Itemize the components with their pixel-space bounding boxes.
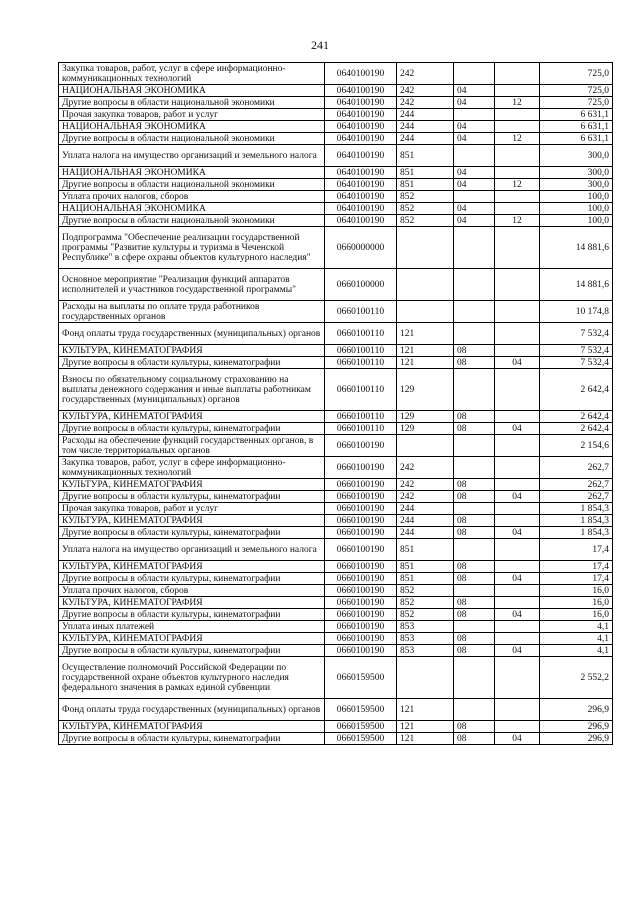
row-vr-cell: 852 xyxy=(397,609,454,621)
row-name-cell: Закупка товаров, работ, услуг в сфере информационно-коммуникационных технологий xyxy=(59,457,325,479)
row-rz-cell xyxy=(454,457,495,479)
table-row xyxy=(59,527,613,539)
row-vr-cell xyxy=(397,269,454,301)
row-sum-cell: 17,4 xyxy=(540,561,613,573)
row-csr-cell: 0660100190 xyxy=(325,479,397,491)
row-sum-cell: 725,0 xyxy=(540,97,613,109)
row-pr-cell: 12 xyxy=(495,179,540,191)
row-vr-cell xyxy=(397,301,454,323)
table-row xyxy=(59,491,613,503)
row-csr-cell: 0660100190 xyxy=(325,503,397,515)
table-row xyxy=(59,609,613,621)
row-csr-cell: 0640100190 xyxy=(325,191,397,203)
row-csr-cell: 0660000000 xyxy=(325,227,397,269)
row-name-cell: Другие вопросы в области культуры, кинематографии xyxy=(59,645,325,657)
row-sum-cell: 100,0 xyxy=(540,203,613,215)
row-vr-cell: 852 xyxy=(397,585,454,597)
table-row xyxy=(59,585,613,597)
row-rz-cell xyxy=(454,109,495,121)
row-name-cell: Уплата прочих налогов, сборов xyxy=(59,191,325,203)
row-pr-cell xyxy=(495,109,540,121)
row-sum-cell: 17,4 xyxy=(540,573,613,585)
table-row xyxy=(59,357,613,369)
row-vr-cell: 242 xyxy=(397,85,454,97)
row-pr-cell xyxy=(495,621,540,633)
row-rz-cell xyxy=(454,191,495,203)
row-rz-cell xyxy=(454,699,495,721)
row-name-cell: КУЛЬТУРА, КИНЕМАТОГРАФИЯ xyxy=(59,515,325,527)
row-vr-cell: 242 xyxy=(397,491,454,503)
row-sum-cell: 7 532,4 xyxy=(540,357,613,369)
table-row xyxy=(59,645,613,657)
table-row xyxy=(59,97,613,109)
row-pr-cell xyxy=(495,85,540,97)
row-pr-cell xyxy=(495,539,540,561)
row-rz-cell: 08 xyxy=(454,357,495,369)
row-sum-cell: 100,0 xyxy=(540,191,613,203)
row-rz-cell xyxy=(454,323,495,345)
row-csr-cell: 0660100110 xyxy=(325,323,397,345)
row-pr-cell xyxy=(495,63,540,85)
table-row xyxy=(59,633,613,645)
row-sum-cell: 2 642,4 xyxy=(540,369,613,411)
row-pr-cell xyxy=(495,269,540,301)
row-pr-cell xyxy=(495,515,540,527)
row-rz-cell: 08 xyxy=(454,721,495,733)
table-row xyxy=(59,699,613,721)
table-row xyxy=(59,733,613,745)
row-name-cell: НАЦИОНАЛЬНАЯ ЭКОНОМИКА xyxy=(59,167,325,179)
table-row xyxy=(59,227,613,269)
row-pr-cell: 12 xyxy=(495,133,540,145)
table-row xyxy=(59,85,613,97)
row-csr-cell: 0640100190 xyxy=(325,63,397,85)
row-name-cell: Уплата налога на имущество организаций и земельного налога xyxy=(59,145,325,167)
row-vr-cell: 242 xyxy=(397,63,454,85)
row-rz-cell: 04 xyxy=(454,85,495,97)
row-csr-cell: 0660100190 xyxy=(325,527,397,539)
row-pr-cell: 12 xyxy=(495,97,540,109)
row-rz-cell: 08 xyxy=(454,573,495,585)
row-pr-cell xyxy=(495,345,540,357)
row-pr-cell: 04 xyxy=(495,573,540,585)
row-name-cell: КУЛЬТУРА, КИНЕМАТОГРАФИЯ xyxy=(59,479,325,491)
row-vr-cell: 121 xyxy=(397,733,454,745)
row-name-cell: Расходы на обеспечение функций государственных органов, в том числе территориальных органов xyxy=(59,435,325,457)
table-row xyxy=(59,515,613,527)
budget-table xyxy=(58,62,613,745)
row-sum-cell: 1 854,3 xyxy=(540,515,613,527)
row-pr-cell xyxy=(495,191,540,203)
row-sum-cell: 300,0 xyxy=(540,145,613,167)
row-vr-cell: 853 xyxy=(397,645,454,657)
row-name-cell: Другие вопросы в области национальной экономики xyxy=(59,97,325,109)
row-vr-cell: 121 xyxy=(397,323,454,345)
row-vr-cell: 121 xyxy=(397,699,454,721)
row-pr-cell xyxy=(495,657,540,699)
row-sum-cell: 7 532,4 xyxy=(540,345,613,357)
row-name-cell: Расходы на выплаты по оплате труда работников государственных органов xyxy=(59,301,325,323)
row-name-cell: НАЦИОНАЛЬНАЯ ЭКОНОМИКА xyxy=(59,121,325,133)
row-pr-cell xyxy=(495,457,540,479)
row-vr-cell: 851 xyxy=(397,145,454,167)
row-vr-cell: 244 xyxy=(397,121,454,133)
row-csr-cell: 0640100190 xyxy=(325,97,397,109)
row-vr-cell xyxy=(397,657,454,699)
row-rz-cell xyxy=(454,145,495,167)
table-row xyxy=(59,573,613,585)
row-name-cell: Фонд оплаты труда государственных (муниципальных) органов xyxy=(59,323,325,345)
row-vr-cell: 851 xyxy=(397,573,454,585)
row-vr-cell: 242 xyxy=(397,97,454,109)
row-rz-cell xyxy=(454,435,495,457)
row-csr-cell: 0660100190 xyxy=(325,633,397,645)
table-row xyxy=(59,411,613,423)
row-csr-cell: 0660159500 xyxy=(325,657,397,699)
row-csr-cell: 0660100110 xyxy=(325,357,397,369)
row-name-cell: Другие вопросы в области национальной экономики xyxy=(59,179,325,191)
table-row xyxy=(59,423,613,435)
table-row xyxy=(59,121,613,133)
row-vr-cell xyxy=(397,227,454,269)
row-sum-cell: 7 532,4 xyxy=(540,323,613,345)
row-csr-cell: 0660159500 xyxy=(325,721,397,733)
row-rz-cell xyxy=(454,503,495,515)
row-name-cell: Основное мероприятие "Реализация функций аппаратов исполнителей и участников государственной программы" xyxy=(59,269,325,301)
row-sum-cell: 14 881,6 xyxy=(540,269,613,301)
row-name-cell: Уплата прочих налогов, сборов xyxy=(59,585,325,597)
row-csr-cell: 0660100190 xyxy=(325,457,397,479)
row-sum-cell: 16,0 xyxy=(540,609,613,621)
table-row xyxy=(59,345,613,357)
table-row xyxy=(59,215,613,227)
row-sum-cell: 16,0 xyxy=(540,585,613,597)
table-row xyxy=(59,167,613,179)
row-rz-cell: 08 xyxy=(454,491,495,503)
row-name-cell: Другие вопросы в области культуры, кинематографии xyxy=(59,527,325,539)
row-rz-cell: 08 xyxy=(454,411,495,423)
row-rz-cell: 08 xyxy=(454,345,495,357)
row-sum-cell: 17,4 xyxy=(540,539,613,561)
row-rz-cell: 08 xyxy=(454,609,495,621)
row-rz-cell: 08 xyxy=(454,527,495,539)
row-pr-cell xyxy=(495,435,540,457)
row-pr-cell xyxy=(495,479,540,491)
table-row xyxy=(59,479,613,491)
row-csr-cell: 0660100190 xyxy=(325,597,397,609)
row-rz-cell xyxy=(454,657,495,699)
table-row xyxy=(59,503,613,515)
row-pr-cell xyxy=(495,121,540,133)
row-rz-cell: 04 xyxy=(454,215,495,227)
row-name-cell: Другие вопросы в области национальной экономики xyxy=(59,133,325,145)
row-csr-cell: 0660100190 xyxy=(325,585,397,597)
row-name-cell: Взносы по обязательному социальному страхованию на выплаты денежного содержания и иные выплаты работникам государственных (муниципальных) органов xyxy=(59,369,325,411)
row-vr-cell: 851 xyxy=(397,539,454,561)
row-csr-cell: 0660100190 xyxy=(325,609,397,621)
row-name-cell: Другие вопросы в области культуры, кинематографии xyxy=(59,733,325,745)
row-csr-cell: 0660100190 xyxy=(325,645,397,657)
row-pr-cell xyxy=(495,369,540,411)
row-name-cell: Другие вопросы в области культуры, кинематографии xyxy=(59,423,325,435)
row-pr-cell xyxy=(495,227,540,269)
row-pr-cell xyxy=(495,721,540,733)
row-pr-cell xyxy=(495,561,540,573)
table-row xyxy=(59,63,613,85)
row-sum-cell: 2 552,2 xyxy=(540,657,613,699)
row-vr-cell: 851 xyxy=(397,561,454,573)
row-pr-cell xyxy=(495,145,540,167)
row-sum-cell: 1 854,3 xyxy=(540,527,613,539)
row-pr-cell: 04 xyxy=(495,423,540,435)
row-name-cell: Другие вопросы в области культуры, кинематографии xyxy=(59,573,325,585)
table-body xyxy=(59,63,613,745)
row-sum-cell: 300,0 xyxy=(540,179,613,191)
row-rz-cell xyxy=(454,621,495,633)
row-csr-cell: 0640100190 xyxy=(325,203,397,215)
row-name-cell: Фонд оплаты труда государственных (муниципальных) органов xyxy=(59,699,325,721)
row-rz-cell: 04 xyxy=(454,167,495,179)
row-csr-cell: 0660100190 xyxy=(325,515,397,527)
row-csr-cell: 0660100110 xyxy=(325,345,397,357)
row-csr-cell: 0660100190 xyxy=(325,491,397,503)
row-pr-cell xyxy=(495,585,540,597)
row-sum-cell: 725,0 xyxy=(540,63,613,85)
row-vr-cell: 244 xyxy=(397,527,454,539)
table-row xyxy=(59,721,613,733)
table-row xyxy=(59,621,613,633)
row-sum-cell: 6 631,1 xyxy=(540,109,613,121)
row-rz-cell: 08 xyxy=(454,633,495,645)
row-name-cell: КУЛЬТУРА, КИНЕМАТОГРАФИЯ xyxy=(59,345,325,357)
row-name-cell: КУЛЬТУРА, КИНЕМАТОГРАФИЯ xyxy=(59,561,325,573)
row-vr-cell: 129 xyxy=(397,423,454,435)
row-name-cell: КУЛЬТУРА, КИНЕМАТОГРАФИЯ xyxy=(59,633,325,645)
row-rz-cell: 08 xyxy=(454,561,495,573)
row-vr-cell: 242 xyxy=(397,457,454,479)
row-pr-cell: 04 xyxy=(495,609,540,621)
row-pr-cell xyxy=(495,167,540,179)
row-rz-cell: 08 xyxy=(454,597,495,609)
row-pr-cell xyxy=(495,323,540,345)
row-vr-cell xyxy=(397,435,454,457)
row-vr-cell: 129 xyxy=(397,411,454,423)
row-vr-cell: 852 xyxy=(397,191,454,203)
row-rz-cell xyxy=(454,539,495,561)
row-pr-cell: 12 xyxy=(495,215,540,227)
row-rz-cell: 08 xyxy=(454,515,495,527)
row-sum-cell: 4,1 xyxy=(540,645,613,657)
row-vr-cell: 121 xyxy=(397,721,454,733)
row-csr-cell: 0640100190 xyxy=(325,167,397,179)
row-name-cell: Другие вопросы в области культуры, кинематографии xyxy=(59,491,325,503)
row-rz-cell xyxy=(454,269,495,301)
row-name-cell: НАЦИОНАЛЬНАЯ ЭКОНОМИКА xyxy=(59,203,325,215)
row-vr-cell: 852 xyxy=(397,215,454,227)
row-pr-cell xyxy=(495,203,540,215)
row-pr-cell: 04 xyxy=(495,645,540,657)
row-vr-cell: 129 xyxy=(397,369,454,411)
page-number: 241 xyxy=(311,38,329,52)
table-row xyxy=(59,301,613,323)
row-vr-cell: 851 xyxy=(397,179,454,191)
table-row xyxy=(59,203,613,215)
row-vr-cell: 121 xyxy=(397,345,454,357)
row-csr-cell: 0660100110 xyxy=(325,301,397,323)
row-sum-cell: 2 642,4 xyxy=(540,411,613,423)
table-row xyxy=(59,457,613,479)
row-vr-cell: 244 xyxy=(397,515,454,527)
row-sum-cell: 300,0 xyxy=(540,167,613,179)
row-csr-cell: 0660100190 xyxy=(325,435,397,457)
row-csr-cell: 0640100190 xyxy=(325,121,397,133)
row-rz-cell xyxy=(454,227,495,269)
row-sum-cell: 6 631,1 xyxy=(540,121,613,133)
row-rz-cell: 08 xyxy=(454,645,495,657)
row-vr-cell: 852 xyxy=(397,203,454,215)
table-row xyxy=(59,179,613,191)
row-sum-cell: 10 174,8 xyxy=(540,301,613,323)
row-pr-cell xyxy=(495,597,540,609)
row-csr-cell: 0660100190 xyxy=(325,621,397,633)
row-name-cell: НАЦИОНАЛЬНАЯ ЭКОНОМИКА xyxy=(59,85,325,97)
table-row xyxy=(59,109,613,121)
row-sum-cell: 4,1 xyxy=(540,621,613,633)
row-sum-cell: 14 881,6 xyxy=(540,227,613,269)
row-vr-cell: 851 xyxy=(397,167,454,179)
row-rz-cell xyxy=(454,585,495,597)
row-sum-cell: 6 631,1 xyxy=(540,133,613,145)
table-row xyxy=(59,323,613,345)
table-row xyxy=(59,597,613,609)
row-name-cell: Закупка товаров, работ, услуг в сфере информационно-коммуникационных технологий xyxy=(59,63,325,85)
row-vr-cell: 244 xyxy=(397,109,454,121)
row-pr-cell: 04 xyxy=(495,733,540,745)
row-name-cell: КУЛЬТУРА, КИНЕМАТОГРАФИЯ xyxy=(59,721,325,733)
row-csr-cell: 0660100190 xyxy=(325,539,397,561)
row-vr-cell: 853 xyxy=(397,633,454,645)
table-row xyxy=(59,561,613,573)
row-rz-cell: 04 xyxy=(454,97,495,109)
row-rz-cell: 04 xyxy=(454,179,495,191)
row-name-cell: Прочая закупка товаров, работ и услуг xyxy=(59,503,325,515)
row-pr-cell: 04 xyxy=(495,357,540,369)
row-name-cell: Уплата иных платежей xyxy=(59,621,325,633)
row-rz-cell: 08 xyxy=(454,733,495,745)
row-csr-cell: 0640100190 xyxy=(325,179,397,191)
row-vr-cell: 853 xyxy=(397,621,454,633)
row-sum-cell: 4,1 xyxy=(540,633,613,645)
row-sum-cell: 2 154,6 xyxy=(540,435,613,457)
row-name-cell: КУЛЬТУРА, КИНЕМАТОГРАФИЯ xyxy=(59,597,325,609)
row-sum-cell: 2 642,4 xyxy=(540,423,613,435)
row-csr-cell: 0660100190 xyxy=(325,561,397,573)
table-row xyxy=(59,539,613,561)
row-csr-cell: 0660159500 xyxy=(325,699,397,721)
table-row xyxy=(59,191,613,203)
row-name-cell: Уплата налога на имущество организаций и земельного налога xyxy=(59,539,325,561)
row-name-cell: Осуществление полномочий Российской Федерации по государственной охране объектов культурного наследия федерального значения в рамках единой субвенции xyxy=(59,657,325,699)
row-name-cell: Другие вопросы в области национальной экономики xyxy=(59,215,325,227)
row-vr-cell: 852 xyxy=(397,597,454,609)
table-row xyxy=(59,369,613,411)
row-sum-cell: 16,0 xyxy=(540,597,613,609)
row-sum-cell: 296,9 xyxy=(540,699,613,721)
row-csr-cell: 0640100190 xyxy=(325,215,397,227)
row-sum-cell: 262,7 xyxy=(540,479,613,491)
row-name-cell: Другие вопросы в области культуры, кинематографии xyxy=(59,357,325,369)
row-sum-cell: 725,0 xyxy=(540,85,613,97)
row-rz-cell: 08 xyxy=(454,423,495,435)
row-sum-cell: 1 854,3 xyxy=(540,503,613,515)
row-csr-cell: 0660159500 xyxy=(325,733,397,745)
row-name-cell: Другие вопросы в области культуры, кинематографии xyxy=(59,609,325,621)
row-csr-cell: 0640100190 xyxy=(325,85,397,97)
row-sum-cell: 100,0 xyxy=(540,215,613,227)
row-rz-cell: 04 xyxy=(454,121,495,133)
row-rz-cell: 04 xyxy=(454,133,495,145)
row-pr-cell xyxy=(495,301,540,323)
row-vr-cell: 244 xyxy=(397,133,454,145)
row-csr-cell: 0660100110 xyxy=(325,411,397,423)
row-pr-cell xyxy=(495,633,540,645)
table-row xyxy=(59,269,613,301)
row-pr-cell: 04 xyxy=(495,491,540,503)
table-row xyxy=(59,145,613,167)
row-rz-cell xyxy=(454,63,495,85)
row-rz-cell xyxy=(454,369,495,411)
row-rz-cell: 04 xyxy=(454,203,495,215)
row-csr-cell: 0660100110 xyxy=(325,369,397,411)
row-vr-cell: 244 xyxy=(397,503,454,515)
row-pr-cell: 04 xyxy=(495,527,540,539)
row-vr-cell: 242 xyxy=(397,479,454,491)
table-row xyxy=(59,133,613,145)
row-csr-cell: 0660100000 xyxy=(325,269,397,301)
row-csr-cell: 0660100190 xyxy=(325,573,397,585)
row-name-cell: КУЛЬТУРА, КИНЕМАТОГРАФИЯ xyxy=(59,411,325,423)
row-name-cell: Прочая закупка товаров, работ и услуг xyxy=(59,109,325,121)
row-name-cell: Подпрограмма "Обеспечение реализации государственной программы "Развитие культуры и туризма в Чеченской Республике" в сфере охраны объектов культурного наследия" xyxy=(59,227,325,269)
row-csr-cell: 0640100190 xyxy=(325,145,397,167)
row-pr-cell xyxy=(495,699,540,721)
row-sum-cell: 262,7 xyxy=(540,491,613,503)
row-sum-cell: 296,9 xyxy=(540,721,613,733)
row-pr-cell xyxy=(495,503,540,515)
row-sum-cell: 296,9 xyxy=(540,733,613,745)
row-vr-cell: 121 xyxy=(397,357,454,369)
row-rz-cell xyxy=(454,301,495,323)
row-csr-cell: 0640100190 xyxy=(325,109,397,121)
row-csr-cell: 0640100190 xyxy=(325,133,397,145)
row-rz-cell: 08 xyxy=(454,479,495,491)
row-pr-cell xyxy=(495,411,540,423)
table-row xyxy=(59,657,613,699)
table-row xyxy=(59,435,613,457)
row-csr-cell: 0660100110 xyxy=(325,423,397,435)
row-sum-cell: 262,7 xyxy=(540,457,613,479)
